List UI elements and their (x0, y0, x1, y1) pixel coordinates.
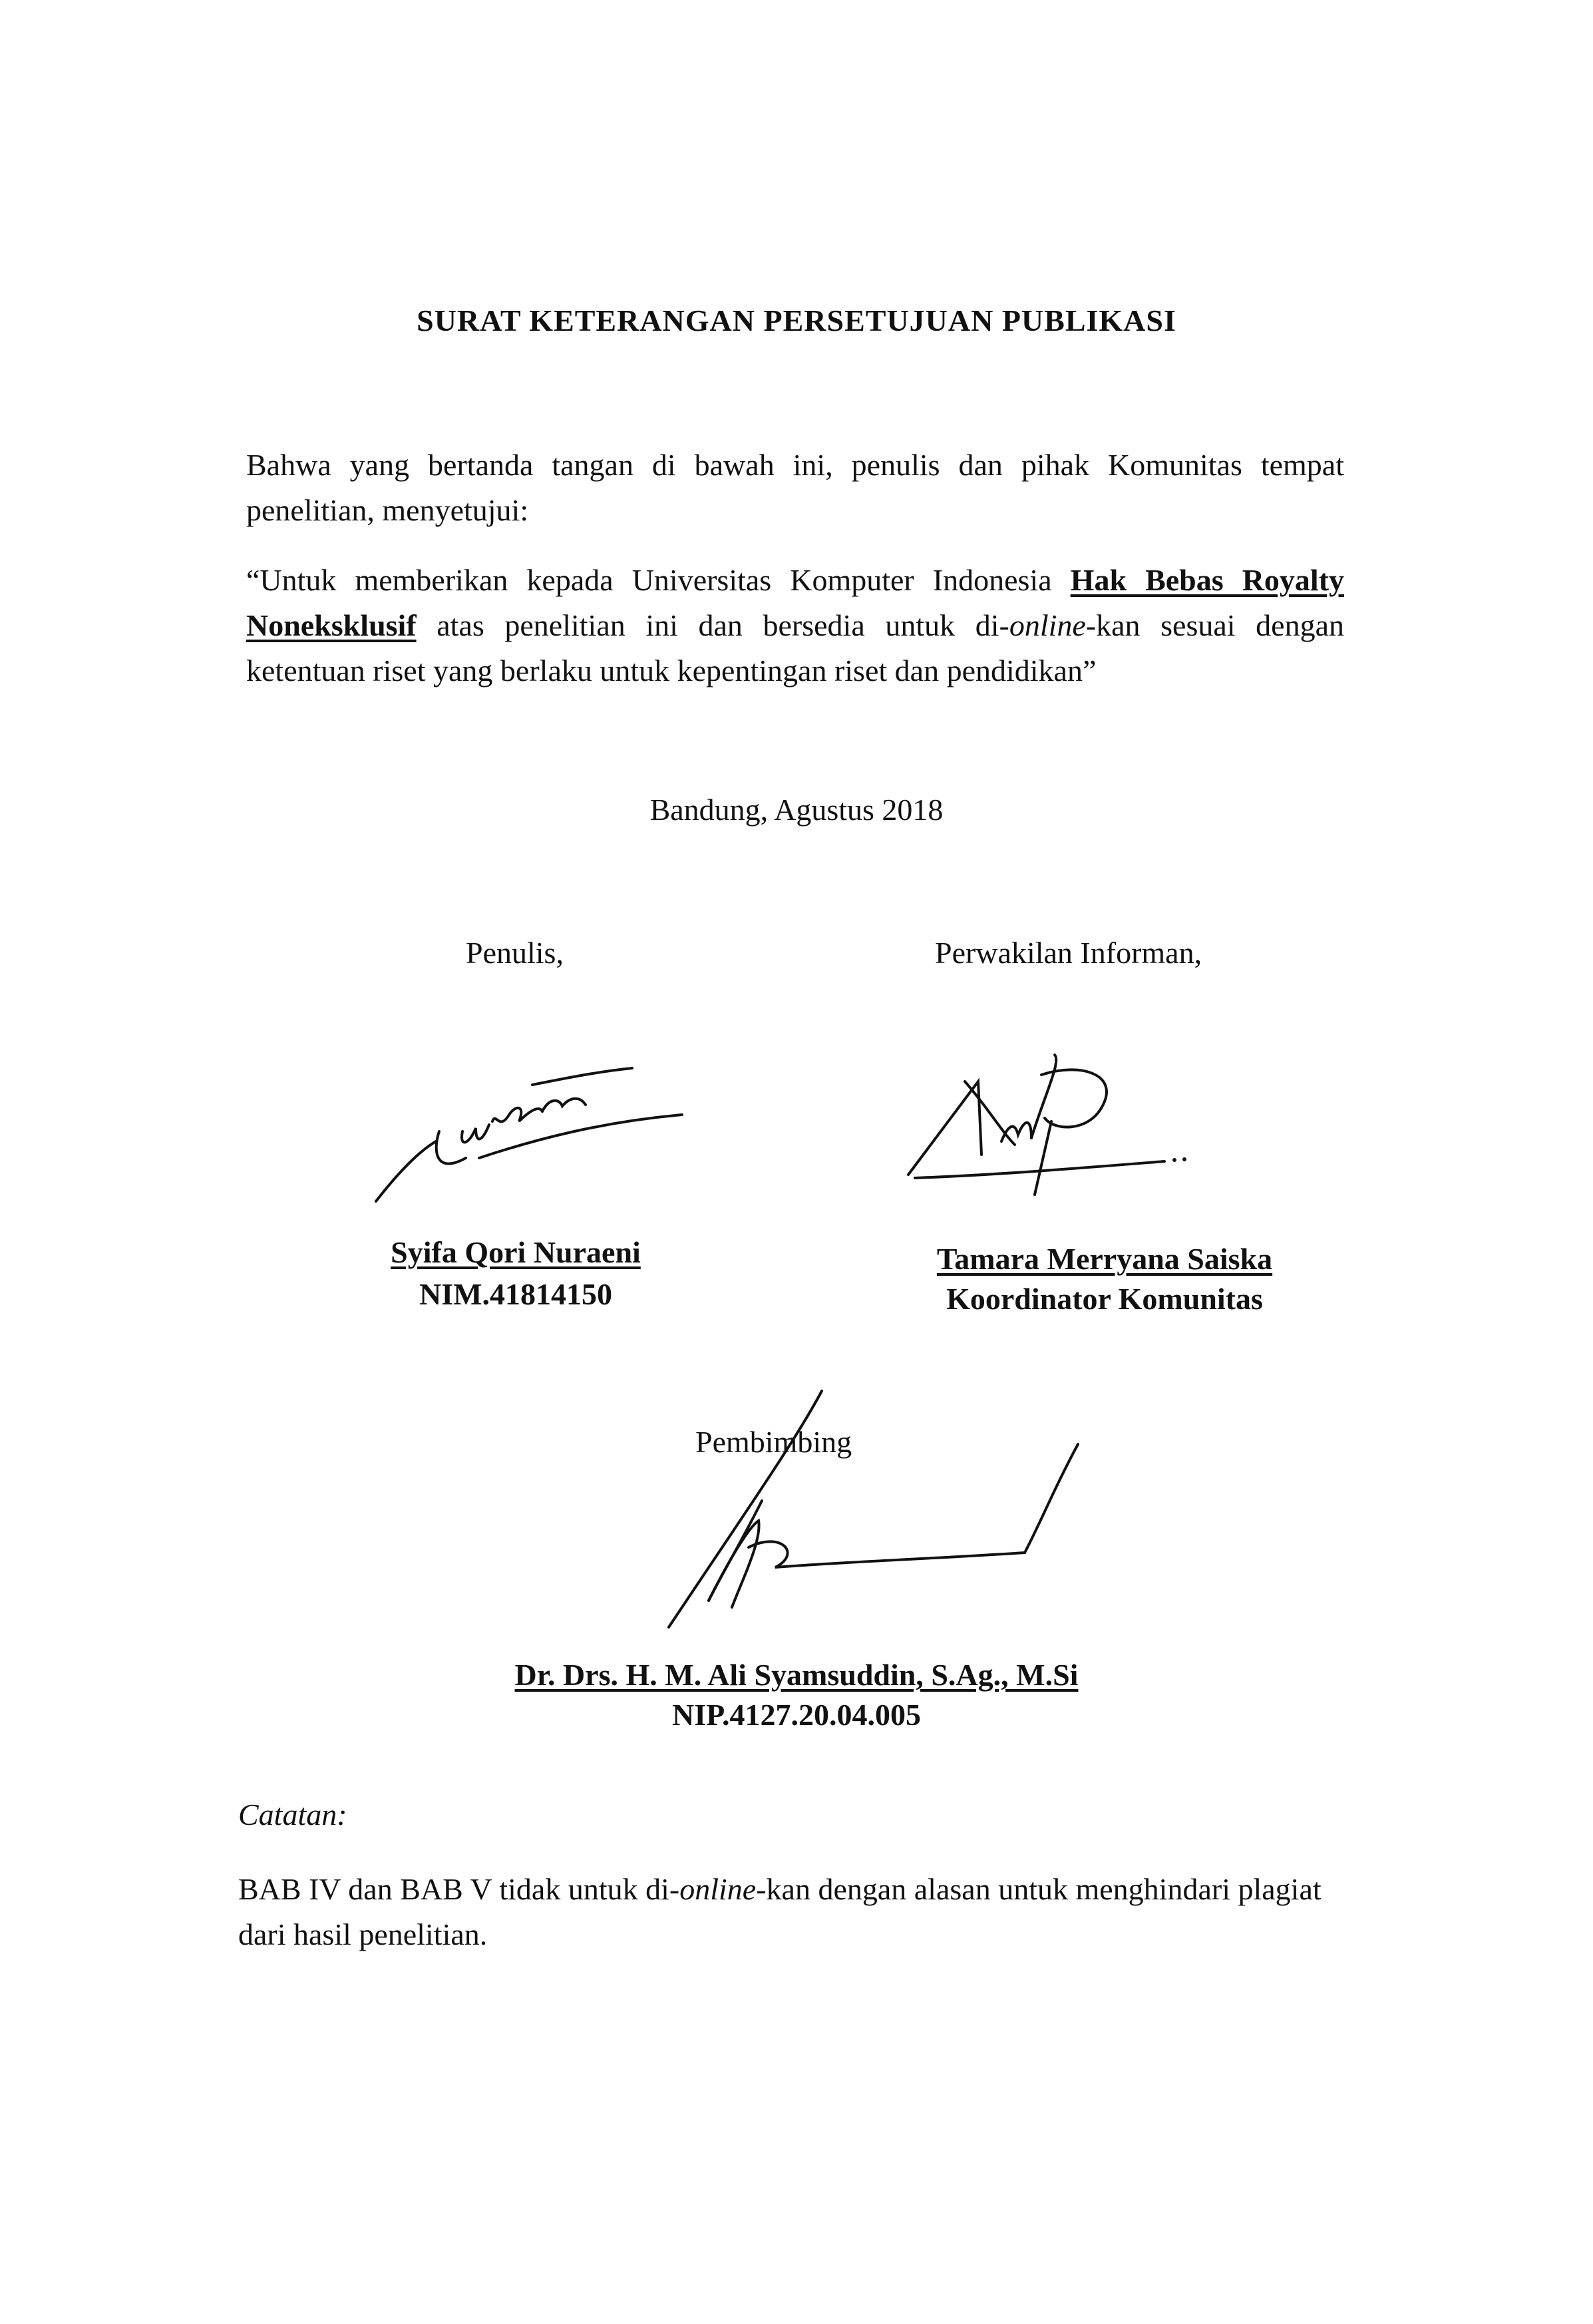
author-signature (373, 1058, 692, 1211)
note-italic-word: online (679, 1872, 757, 1906)
advisor-name: Dr. Drs. H. M. Ali Syamsuddin, S.Ag., M.Si (514, 1658, 1079, 1692)
advisor-id: NIP.4127.20.04.005 (672, 1698, 921, 1732)
informant-signature (902, 1055, 1201, 1228)
document-title: SURAT KETERANGAN PERSETUJUAN PUBLIKASI (417, 303, 1176, 337)
advisor-label: Pembimbing (695, 1425, 852, 1459)
statement-bold-term: Hak Bebas Royalty Noneksklusif (246, 563, 1345, 642)
author-id: NIM.41814150 (419, 1277, 613, 1311)
author-name: Syifa Qori Nuraeni (391, 1235, 641, 1269)
statement-prefix: Untuk memberikan kepada Universitas Komputer Indonesia (260, 563, 1071, 597)
note-suffix: -kan dengan alasan untuk menghindari plagiat dari hasil penelitian. (238, 1872, 1322, 1951)
note-label: Catatan: (238, 1798, 347, 1832)
advisor-signature (642, 1388, 1095, 1634)
informant-role: Koordinator Komunitas (946, 1282, 1263, 1316)
statement-middle: atas penelitian ini dan bersedia untuk di- (416, 608, 1009, 642)
statement-paragraph (246, 558, 1344, 693)
informant-label: Perwakilan Informan, (935, 936, 1202, 970)
note-text (238, 1867, 1336, 1957)
statement-close-quote: ” (1082, 654, 1097, 687)
statement-italic-word: online (1009, 608, 1086, 642)
author-label: Penulis, (466, 936, 564, 970)
intro-paragraph: Bahwa yang bertanda tangan di bawah ini, penulis dan pihak Komunitas tempat penelitian, menyetujui: (246, 448, 1344, 527)
statement-suffix: -kan sesuai dengan ketentuan riset yang berlaku untuk kepentingan riset dan pendidikan (246, 608, 1344, 687)
informant-name: Tamara Merryana Saiska (936, 1242, 1273, 1276)
place-date: Bandung, Agustus 2018 (649, 793, 944, 827)
note-prefix: BAB IV dan BAB V tidak untuk di- (238, 1872, 680, 1906)
statement-open-quote: “ (246, 563, 260, 597)
